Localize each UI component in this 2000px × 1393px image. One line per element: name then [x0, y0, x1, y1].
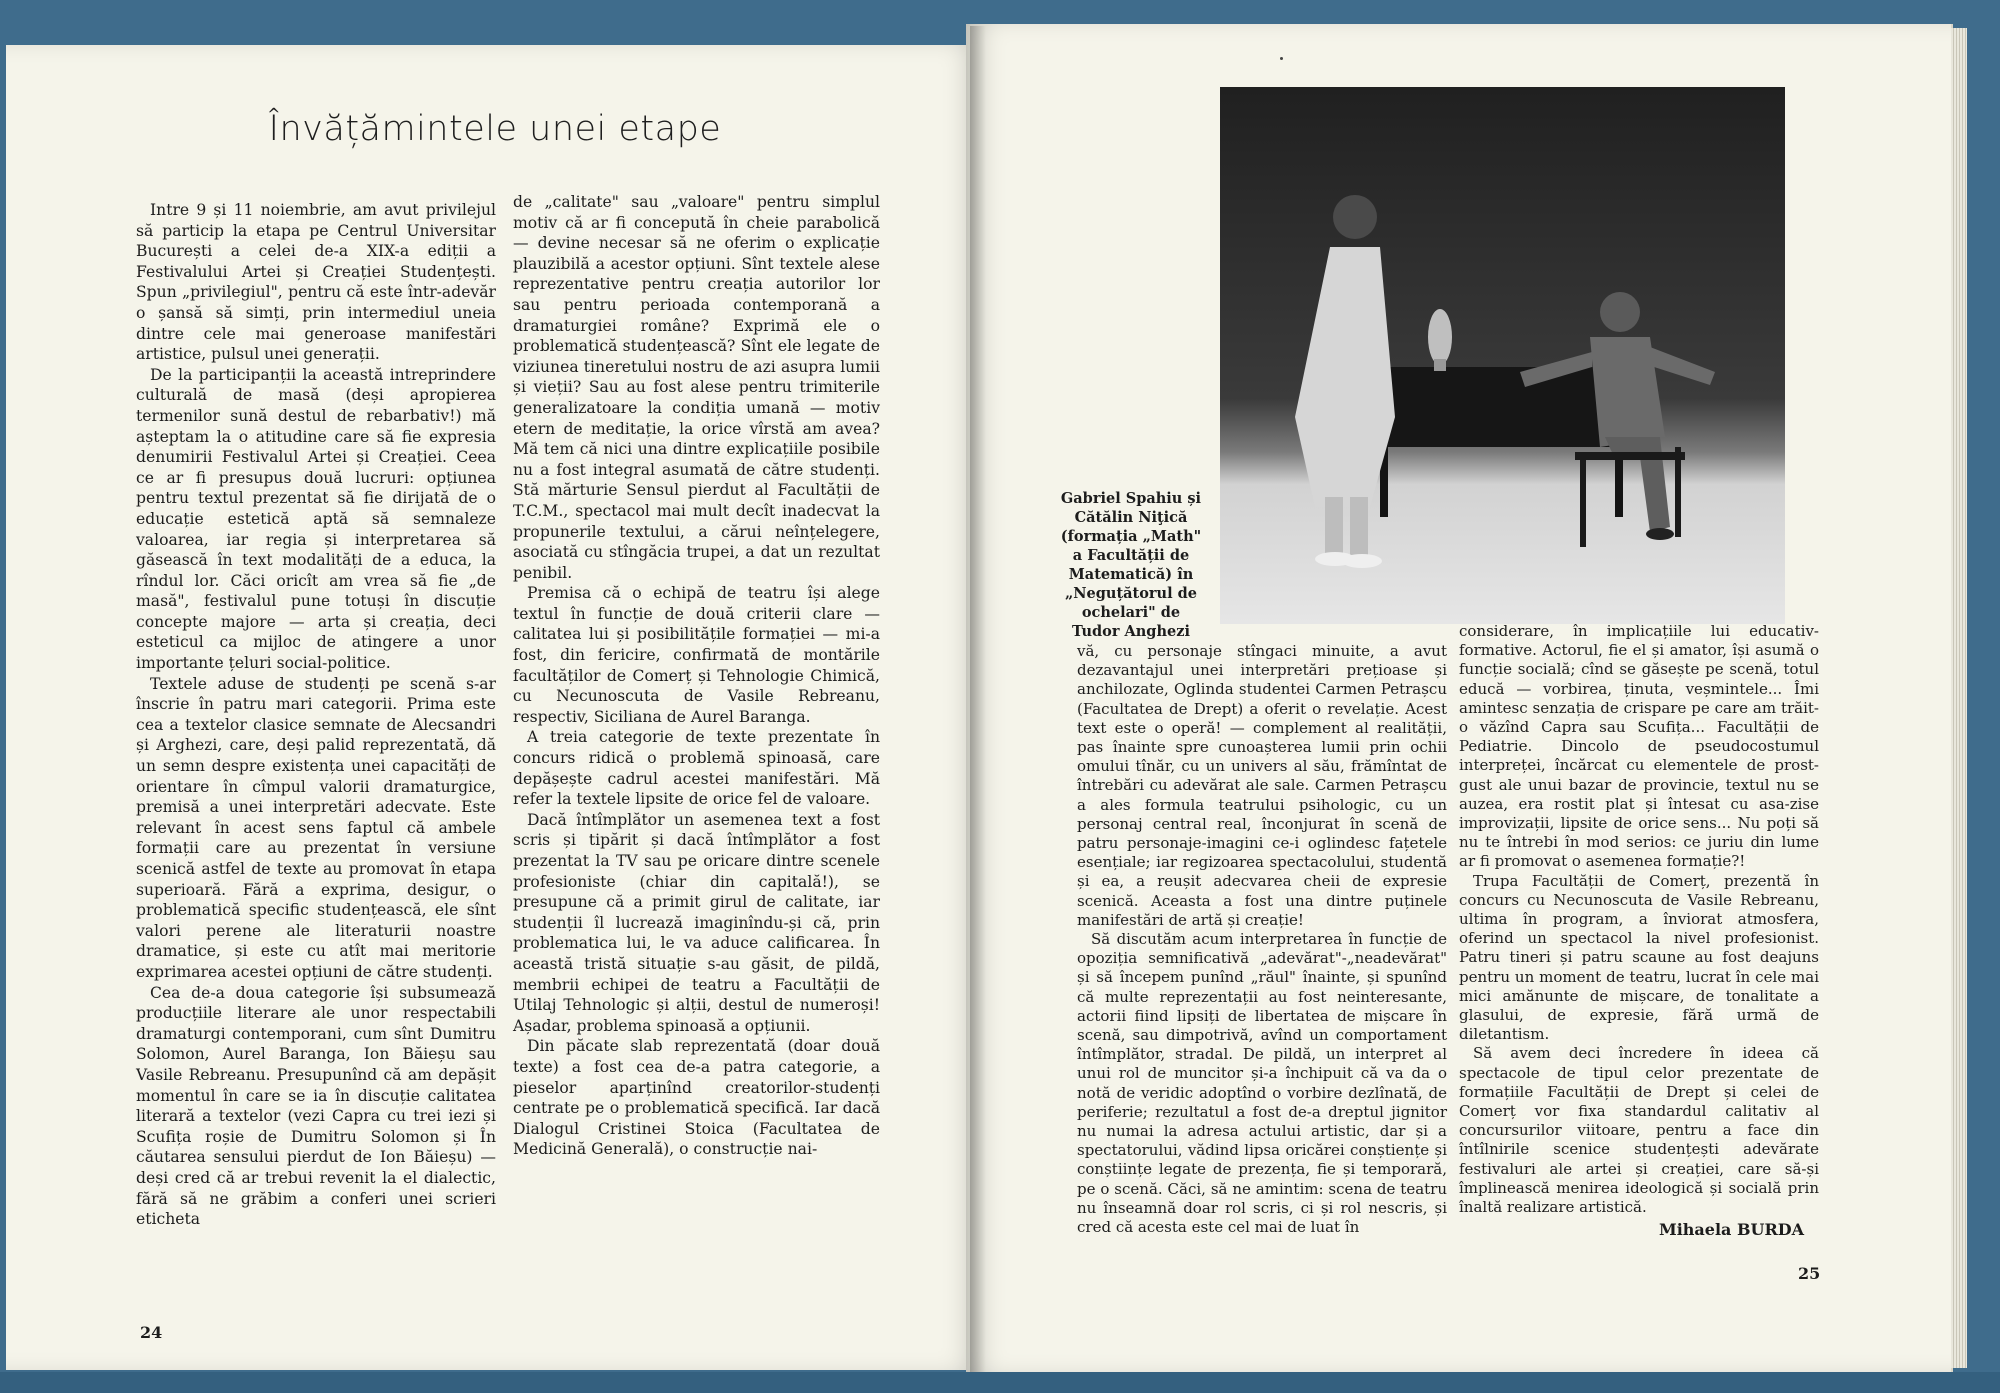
- stage-photo: [1220, 87, 1785, 624]
- right-column-1: [1077, 642, 1447, 1237]
- paragraph: Din păcate slab reprezentată (doar două texte) a fost cea de-a patra categorie, a pieselor aparținînd creatorilor-studenți centrate pe o problematică specifică. Iar dacă Dialogul Cristinei Stoica (Facultatea de Medicină Generală), o construcție nai-: [513, 1037, 880, 1159]
- paragraph: De la participanții la această intreprindere culturală de masă (deși apropierea termenilor sună destul de rebarbativ!) mă așteptam la o atitudine care să fie expresia denumirii Festivalul Artei și Creației. Ceea ce ar fi presupus două lucruri: opțiunea pentru textul prezentat să fie dirijată de o educație estetică aptă să semnaleze valoarea, iar regia și interpretarea să găsească în text modalități de a educa, la rîndul lor. Căci oricît am vrea să fie „de masă", festivalul pune totuși în discuție concepte majore — arta și creația, deci esteticul ca mijloc de atingere a unor importante țeluri social-politice.: [136, 365, 496, 673]
- stage-photo-illustration: [1220, 87, 1785, 624]
- paragraph: Premisa că o echipă de teatru își alege textul în funcție de două criterii clare — calitatea lui și posibilitățile formației — mi-a fost, din fericire, confirmată de montările facultăților de Comerț și Tehnologie Chimică, cu Necunoscuta de Vasile Rebreanu, respectiv, Siciliana de Aurel Baranga.: [513, 584, 880, 726]
- article-title: Învățămintele unei etape: [268, 109, 722, 149]
- book-cover-edge: [0, 1372, 2000, 1393]
- page-stack-edge: [1951, 28, 1967, 1368]
- paragraph: Să avem deci încredere în ideea că spectacole de tipul celor prezentate de formațiile Facultății de Drept și celei de Comerț vor fixa standardul calitativ al concursurilor viitoare, pentru a face din întîlnirile scenice studențești adevărate festivaluri ale artei și creației, care să-și împlinească menirea ideologică și socială prin înaltă realizare artistică.: [1459, 1044, 1819, 1217]
- paragraph: considerare, în implicațiile lui educativ-formative. Actorul, fie el și amator, își asumă o funcție socială; cînd se găsește pe scenă, totul educă — vorbirea, ținuta, veșmintele... Îmi amintesc senzația de crispare pe care am trăit-o văzînd Capra sau Scufița... Facultății de Pediatrie. Dincolo de pseudocostumul interpreței, încărcat cu elementele de prost-gust ale unui bazar de provincie, textul nu se auzea, era rostit plat și întesat cu asa-zise improvizații, lipsite de orice sens... Nu poți să nu te întrebi în mod serios: ce juriu din lume ar fi promovat o asemenea formație?!: [1459, 622, 1819, 871]
- left-column-2: [513, 192, 880, 1160]
- paragraph: A treia categorie de texte prezentate în concurs ridică o problemă spinoasă, care depășește cadrul acestei manifestări. Mă refer la textele lipsite de orice fel de valoare.: [513, 728, 880, 809]
- paragraph: Intre 9 și 11 noiembrie, am avut privilejul să particip la etapa pe Centrul Universitar București a celei de-a XIX-a ediții a Festivalului Artei și Creației Studențești. Spun „privilegiul", pentru că este într-adevăr o șansă să simți, prin intermediul uneia dintre cele mai generoase manifestări artistice, pulsul unei generații.: [136, 201, 496, 364]
- page-number-left: 24: [140, 1323, 163, 1342]
- left-page: [6, 45, 984, 1370]
- paragraph: Să discutăm acum interpretarea în funcție de opoziția semnificativă „adevărat"-„neadevărat" și să începem punînd „răul" înainte, și spunînd că multe reprezentații au fost neinteresante, actorii fiind lipsiți de libertatea de mișcare în scenă, sau dimpotrivă, avînd un comportament întîmplător, stradal. De pildă, un interpret al unui rol de muncitor și-a închipuit că va da o notă de veridic adoptînd o vorbire dezlînată, de periferie; rezultatul a fost de-a dreptul jignitor nu numai la adresa actului artistic, dar și a spectatorului, vădind lipsa oricărei conștiențe și conștiințe legate de prezența, fie și temporară, pe o scenă. Căci, să ne amintim: scena de teatru nu înseamnă doar rol scris, ci și rol nescris, și cred că acesta este cel mai de luat în: [1077, 930, 1447, 1237]
- paragraph: de „calitate" sau „valoare" pentru simplul motiv că ar fi concepută în cheie parabolică — devine necesar să ne oferim o explicație plauzibilă a acestor opțiuni. Sînt textele alese reprezentative pentru creația autorilor lor sau pentru perioada contemporană a dramaturgiei române? Exprimă ele o problematică studențească? Sînt ele legate de viziunea tineretului nostru de azi asupra lumii și vieții? Sau au fost alese pentru trimiterile generalizatoare la condiția umană — motiv etern de meditație, la orice vîrstă am avea? Mă tem că nici una dintre explicațiile posibile nu a fost integral asumată de către studenți. Stă mărturie Sensul pierdut al Facultății de T.C.M., spectacol mai mult decît inadecvat la propunerile textului, a cărui neînțelegere, asociată cu stîngăcia trupei, a dat un rezultat penibil.: [513, 193, 880, 582]
- book-gutter: [970, 26, 986, 1372]
- paragraph: vă, cu personaje stîngaci minuite, a avut dezavantajul unei interpretări prețioase și anchilozate, Oglinda studentei Carmen Petrașcu (Facultatea de Drept) a oferit o revelație. Acest text este o operă! — complement al realității, pas înainte spre cunoașterea lumii prin ochii omului tînăr, cu un univers al său, frămîntat de întrebări cu adevărat ale sale. Carmen Petrașcu a ales formula teatrului psihologic, cu un personaj central real, înconjurat în scenă de patru personaje-imagini ce-i oglindesc fațetele esențiale; iar regizoarea spectacolului, studentă și ea, a reușit adecvarea cheii de expresie scenică. Aceasta a fost una dintre puținele manifestări de artă și creație!: [1077, 642, 1447, 929]
- right-page: [966, 24, 1951, 1372]
- page-number-right: 25: [1798, 1264, 1821, 1283]
- author-signature: Mihaela BURDA: [1659, 1220, 1805, 1239]
- print-speck: [1280, 57, 1283, 60]
- paragraph: Dacă întîmplător un asemenea text a fost scris și tipărit și dacă întîmplător a fost prezentat la TV sau pe oricare dintre scenele profesioniste (chiar din capitală!), se presupune că a primit girul de calitate, iar studenții îl lucrează imaginîndu-și că, prin problematica lui, le va aduce calificarea. În această tristă situație s-au găsit, de pildă, membrii echipei de teatru a Facultății de Utilaj Tehnologic și alții, destul de numeroși! Așadar, problema spinoasă a opțiunii.: [513, 810, 880, 1035]
- right-column-2: [1459, 622, 1819, 1217]
- paragraph: Textele aduse de studenți pe scenă s-ar înscrie în patru mari categorii. Prima este cea a textelor clasice semnate de Alecsandri și Arghezi, care, deși palid reprezentată, dă un semn despre existența unei capacități de orientare în cîmpul valorii dramaturgice, premisă a unei interpretări adecvate. Este relevant în acest sens faptul că ambele formații care au prezentat în versiune scenică astfel de texte au promovat în etapa superioară. Fără a exprima, desigur, o problematică specific studențească, ele sînt valori perene ale literaturii noastre dramatice, și este cu atît mai meritorie exprimarea acestei opțiuni de către studenți.: [136, 674, 496, 981]
- paragraph: Cea de-a doua categorie își subsumează producțiile literare ale unor respectabili dramaturgi contemporani, cum sînt Dumitru Solomon, Aurel Baranga, Ion Băieșu sau Vasile Rebreanu. Presupunînd că am depășit momentul în care se ia în discuție calitatea literară a textelor (vezi Capra cu trei iezi și Scufița roșie de Dumitru Solomon și În căutarea sensului pierdut de Ion Băieșu) — deși cred că ar trebui revenit la el dialectic, fără să ne grăbim a conferi unei scrieri eticheta: [136, 983, 496, 1229]
- left-column-1: [136, 200, 496, 1230]
- photo-caption: Gabriel Spahiu și Cătălin Niţică (formația „Math" a Facultății de Matematică) în „Neguțătorul de ochelari" de Tudor Anghezi: [1060, 490, 1202, 640]
- paragraph: Trupa Facultății de Comerț, prezentă în concurs cu Necunoscuta de Vasile Rebreanu, ultima în program, a înviorat atmosfera, oferind un spectacol la nivel profesionist. Patru tineri și patru scaune au fost deajuns pentru un moment de teatru, lucrat în cele mai mici amănunte de mișcare, de tonalitate a glasului, de expresie, fără urmă de diletantism.: [1459, 871, 1819, 1044]
